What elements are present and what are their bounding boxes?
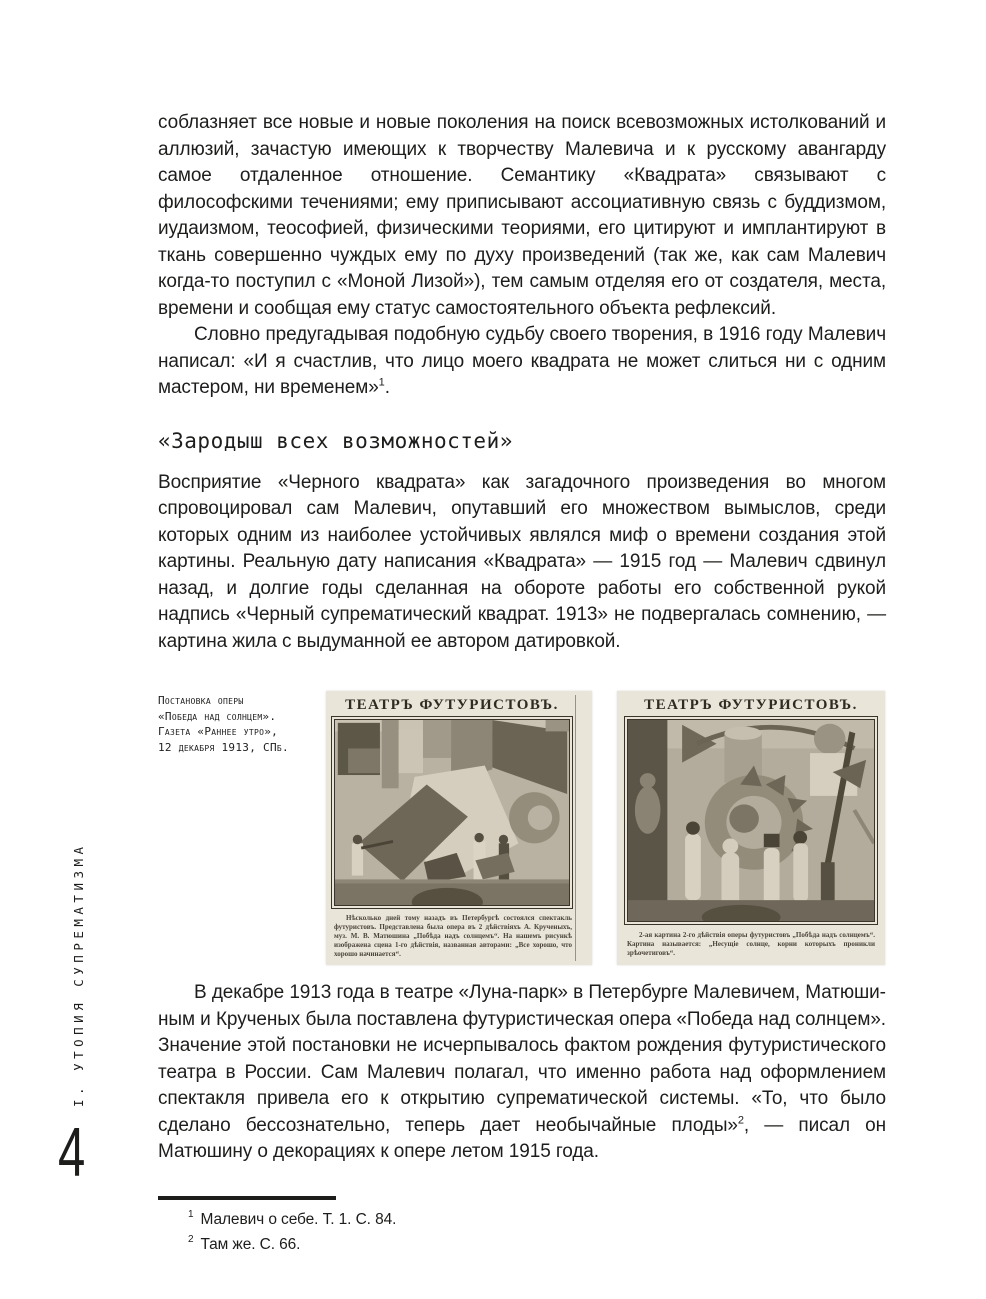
page-number: 4: [58, 1113, 86, 1191]
section-heading: «Зародыш всех возможностей»: [158, 428, 513, 453]
footnote-marker-1: 1: [378, 376, 385, 389]
paragraph-2-text: Словно предугадывая подобную судьбу своего творения, в 1916 году Малевич написал: «И я счастлив, что лицо моего квадрата не может слиться ни с одним мастером, ни временем»: [158, 324, 886, 398]
footnote-text: Там же. С. 66.: [200, 1235, 301, 1253]
clipping-title: ТЕАТРЪ ФУТУРИСТОВЪ.: [345, 697, 559, 713]
clipping-photo-act1: [334, 719, 570, 906]
clipping-caption: 2-ая картина 2-го дѣйствія оперы футуристовъ „Побѣда надъ солнцемъ“. Картина называется: „Несущіе солнце, корни которыхъ проникли зрѣочетиговъ“.: [627, 931, 875, 957]
figure-caption: [158, 691, 319, 965]
newspaper-clipping-act2: [617, 691, 885, 965]
footnote-text: Малевич о себе. Т. 1. С. 84.: [200, 1210, 397, 1228]
footnote-rule: [158, 1196, 336, 1200]
paragraph-2: [158, 322, 886, 402]
chapter-vertical-label: І. УТОПИЯ СУПРЕМАТИЗМА: [71, 842, 86, 1107]
figure-caption-line: Постановка оперы: [158, 694, 244, 707]
text-column: [158, 110, 886, 1257]
footnotes: [158, 1196, 886, 1257]
paragraph-2-after: .: [384, 377, 390, 398]
footnote-number: 2: [188, 1234, 194, 1246]
stage-set-artwork-act2: [628, 720, 874, 921]
stage-set-artwork-act1: [335, 720, 569, 905]
paragraph-3: Восприятие «Черного квадрата» как загадочного произведения во многом спровоцировал сам Малевич, опутавший его множеством вымыслов, среди которых одним из наиболее устойчивых являлся миф о времени создания этой картины. Реальную дату написания «Квадрата» — 1915 год — Малевич сдвинул назад, и долгие годы сделанная на обороте работы его собственной рукой надпись «Черный супрематический квадрат. 1913» не подвергалась сомнению, — картина жила с выдуманной ее автором датировкой.: [158, 471, 886, 652]
figure-caption-line: Газета «Раннее утро»,: [158, 725, 279, 738]
footnote-marker-2: 2: [737, 1114, 744, 1127]
footnote-number: 1: [188, 1209, 194, 1221]
figure-row: [158, 691, 886, 965]
clipping-caption: Нѣсколько дней тому назадъ въ Петербургѣ состоялся спектакль футуристовъ. Представлена была опера въ 2 дѣйствіяхъ А. Крученыхъ, муз. М. В. Матюшина „Побѣда надъ солнцемъ“. На нашемъ рисункѣ изображена сцена 1-го дѣйствія, названная авторами: „Все хорошо, что хорошо начинается“.: [334, 914, 572, 958]
figure-caption-line: 12 декабря 1913, СПб.: [158, 740, 289, 754]
paragraph-4-after: , — писал он Матюшину о декорациях к опере летом 1915 года.: [158, 1114, 886, 1162]
footnote-item: [158, 1207, 886, 1232]
paragraph-1: соблазняет все новые и новые поколения на поиск всевозможных истолкований и аллюзий, зачастую имеющих к творчеству Малевича и к русскому авангарду самое отдаленное отношение. Семантику «Квадрата» связывают с философскими течениями; ему приписывают ассоциативную связь с буддизмом, иудаизмом, теософией, физическими теориями, его цитируют и имплантируют в ткань совершенно чуждых ему по духу произведений (так же, как сам Малевич когда-то поступил с «Моной Лизой»), тем самым отделяя его от создателя, места, времени и сообщая ему статус самостоятельного объекта рефлексий.: [158, 112, 886, 319]
footnote-item: [158, 1232, 886, 1257]
clipping-photo-act2: [627, 719, 875, 922]
clipping-title: ТЕАТРЪ ФУТУРИСТОВЪ.: [644, 697, 858, 713]
paragraph-4-text: В декабре 1913 года в театре «Луна-парк» в Петербурге Малевичем, Матюшиным и Крученых была поставлена футуристическая опера «Победа над солнцем». Значение этой постановки не исчерпывалось фактом рождения футуристического театра в России. Сам Малевич полагал, что именно работа над оформлением спектакля привела его к открытию супрематической системы. «То, что было сделано бессознательно, теперь дает необычайные плоды»: [158, 982, 886, 1136]
paragraph-4: [158, 980, 886, 1166]
newspaper-clipping-act1: [326, 691, 592, 965]
figure-caption-line: «Победа над солнцем».: [158, 709, 277, 723]
